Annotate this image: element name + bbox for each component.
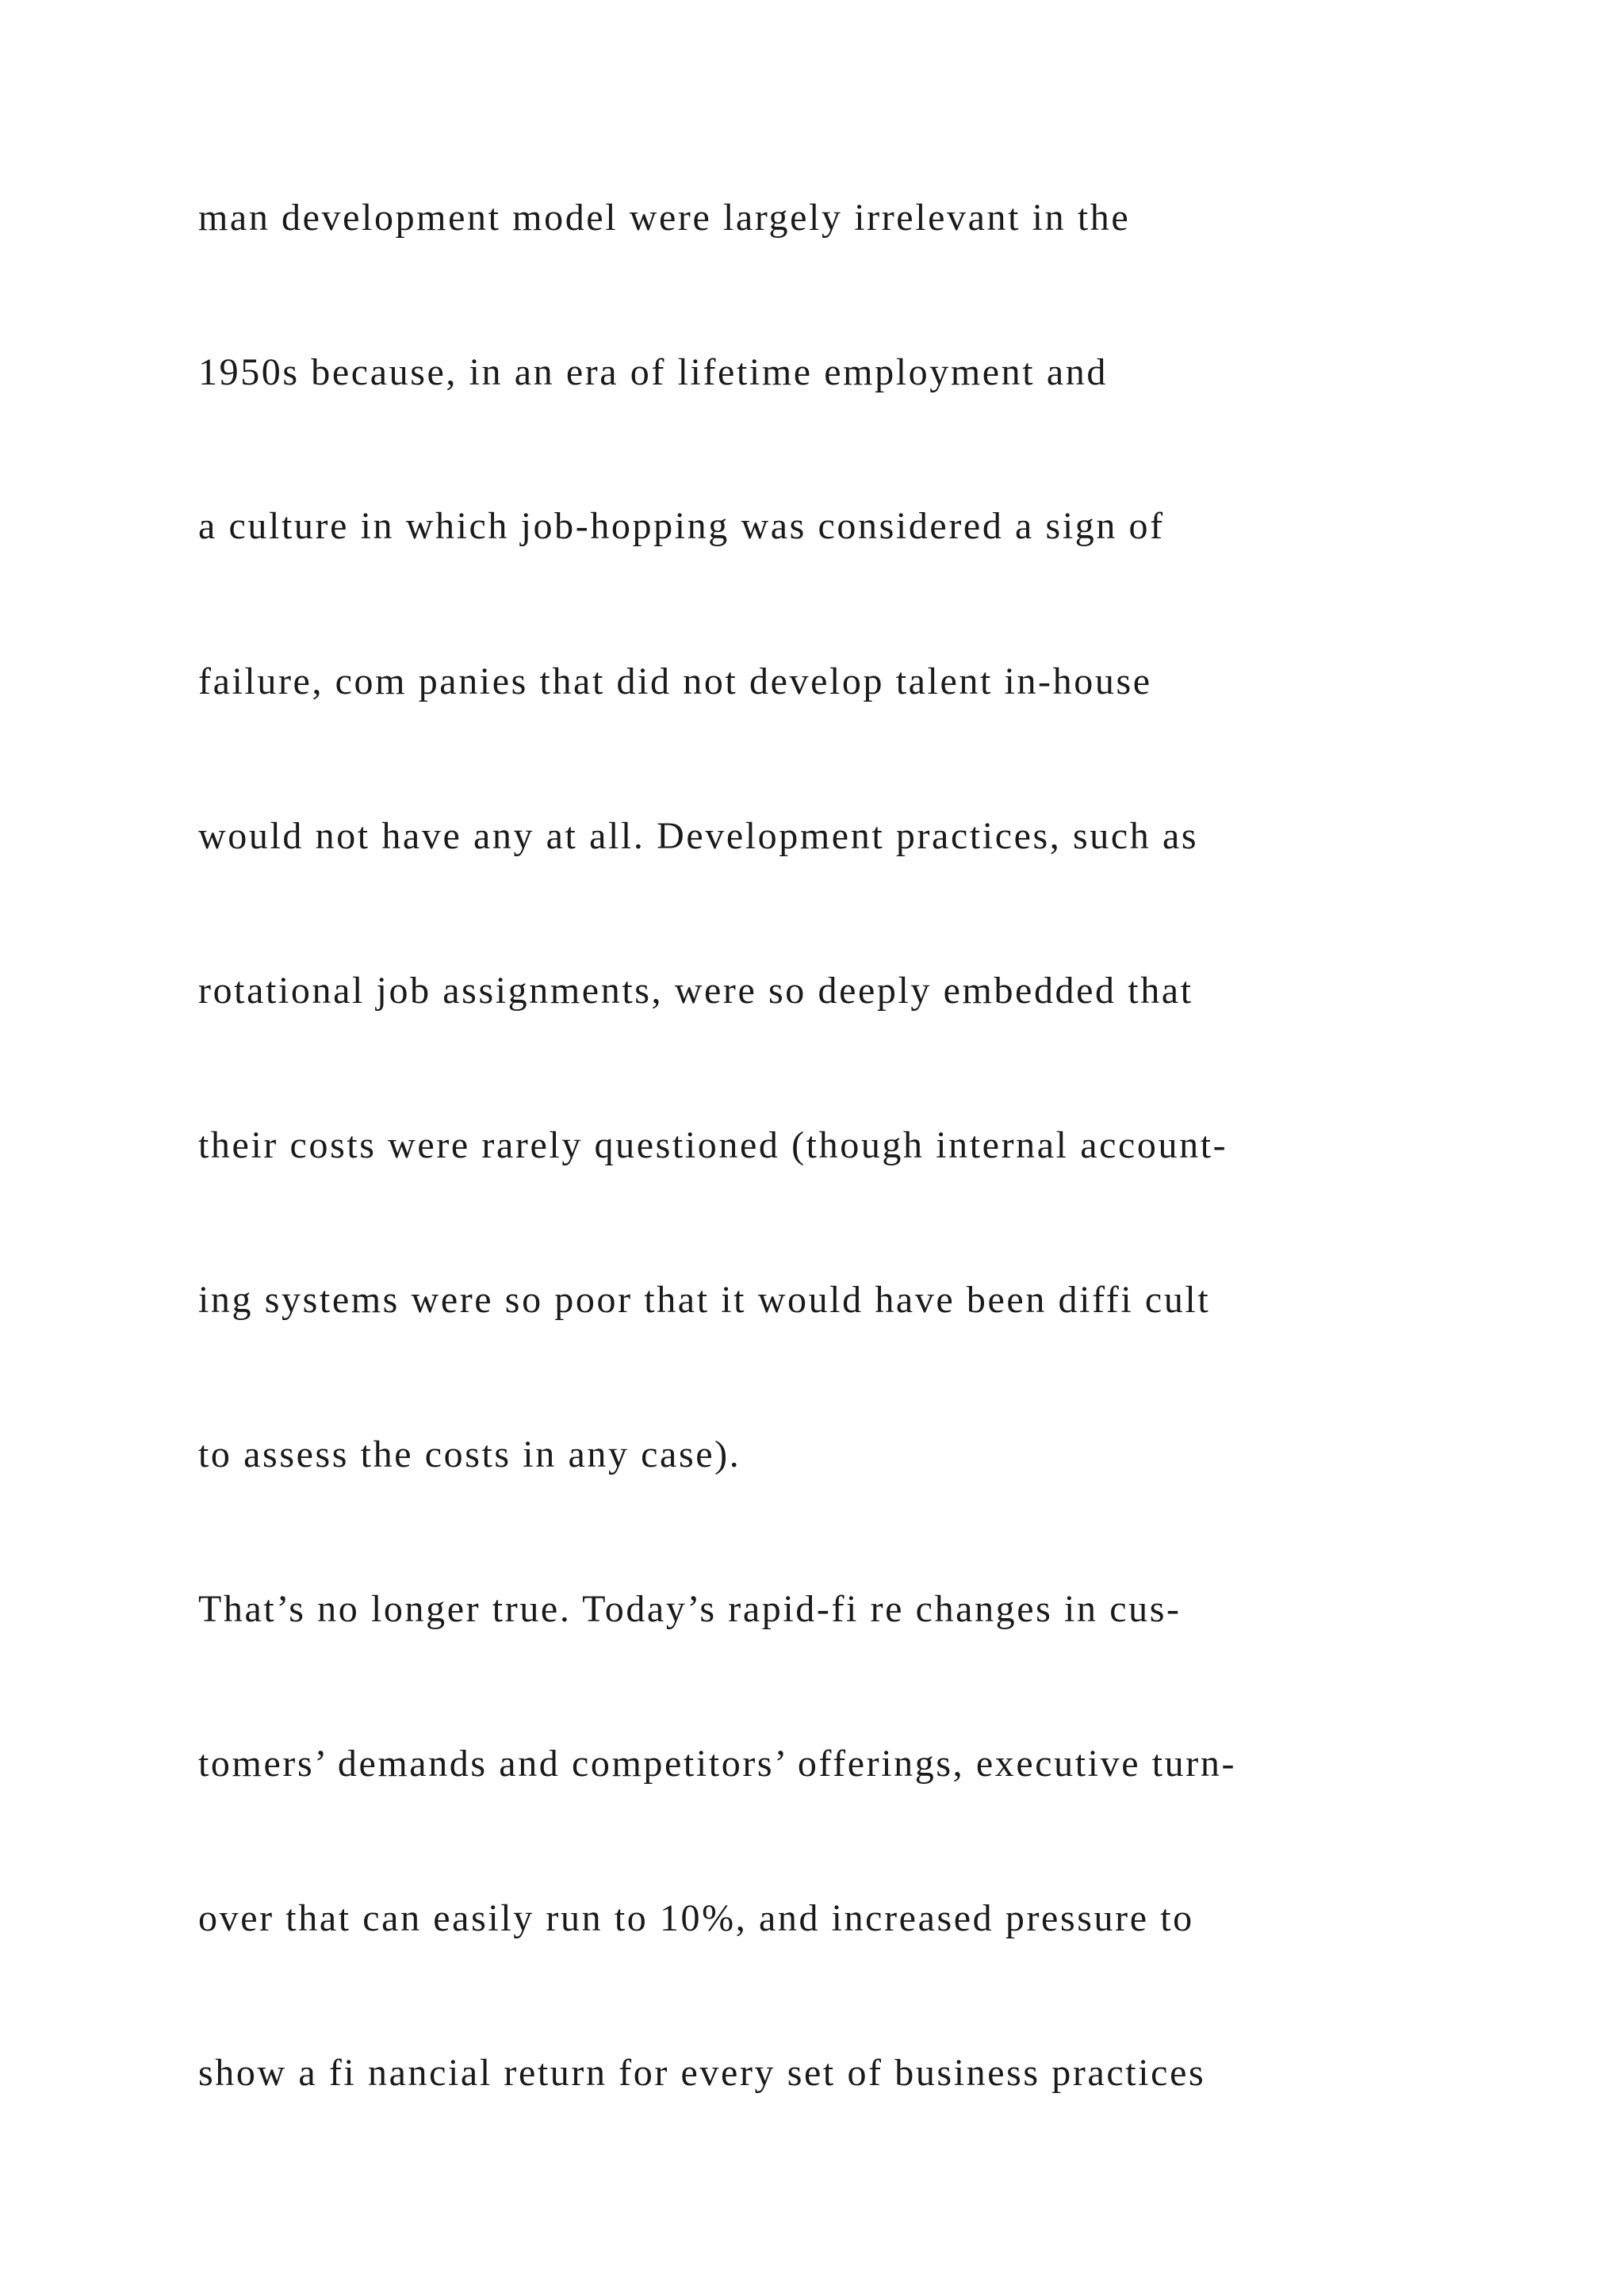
text-line-7: their costs were rarely questioned (though internal account- [198, 1124, 1228, 1166]
text-line-3: a culture in which job-hopping was considered a sign of [198, 505, 1165, 547]
text-line-8: ing systems were so poor that it would have been diffi cult [198, 1279, 1211, 1321]
text-line-2: 1950s because, in an era of lifetime employment and [198, 351, 1108, 393]
text-line-6: rotational job assignments, were so deeply embedded that [198, 970, 1193, 1012]
text-line-4: failure, com panies that did not develop talent in-house [198, 660, 1152, 702]
text-line-5: would not have any at all. Development practices, such as [198, 815, 1199, 857]
text-line-1: man development model were largely irrelevant in the [198, 197, 1131, 239]
text-line-11: tomers’ demands and competitors’ offerings, executive turn- [198, 1743, 1237, 1785]
text-line-12: over that can easily run to 10%, and increased pressure to [198, 1897, 1194, 1939]
text-line-10: That’s no longer true. Today’s rapid-fi re changes in cus- [198, 1588, 1182, 1630]
text-line-9: to assess the costs in any case). [198, 1433, 741, 1475]
text-line-13: show a fi nancial return for every set of business practices [198, 2052, 1206, 2094]
